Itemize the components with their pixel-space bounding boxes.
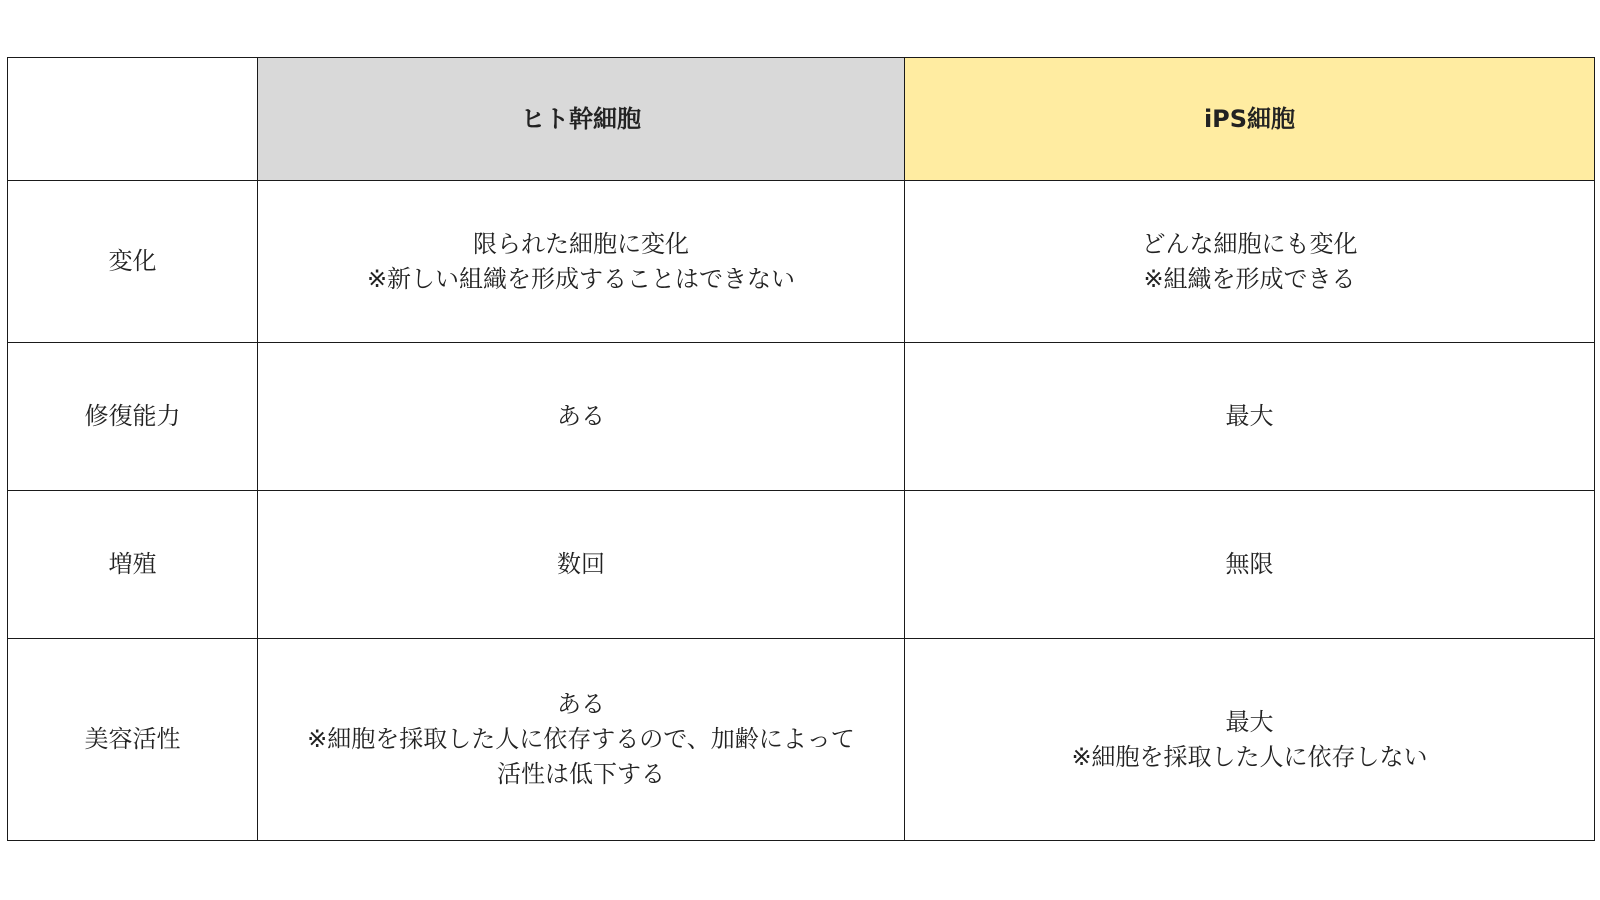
cell-line: 最大 xyxy=(1225,707,1274,736)
comparison-table xyxy=(7,57,1595,841)
cell-human-change xyxy=(258,181,905,343)
cell-line: 無限 xyxy=(1225,550,1274,578)
cell-human-repair xyxy=(258,343,905,491)
cell-line: ※新しい組織を形成することはできない xyxy=(366,264,796,293)
cell-ips-repair xyxy=(905,343,1595,491)
row-label-repair: 修復能力 xyxy=(8,343,258,491)
cell-line: ※細胞を採取した人に依存しない xyxy=(1071,742,1428,771)
cell-line: ※組織を形成できる xyxy=(1143,264,1356,293)
header-human-stem-cell: ヒト幹細胞 xyxy=(258,58,905,181)
cell-human-beauty-activity xyxy=(258,639,905,841)
header-row xyxy=(8,58,1595,181)
cell-line: 数回 xyxy=(557,550,605,578)
cell-line: ある xyxy=(557,402,605,430)
cell-ips-change xyxy=(905,181,1595,343)
cell-line: 最大 xyxy=(1225,402,1274,430)
cell-ips-proliferation xyxy=(905,491,1595,639)
cell-line: 限られた細胞に変化 xyxy=(473,229,689,258)
cell-line: どんな細胞にも変化 xyxy=(1141,229,1358,258)
header-ips-cell: iPS細胞 xyxy=(905,58,1595,181)
cell-ips-beauty-activity xyxy=(905,639,1595,841)
row-label-beauty-activity: 美容活性 xyxy=(8,639,258,841)
table-row xyxy=(8,491,1595,639)
cell-line: ※細胞を採取した人に依存するので、加齢によって xyxy=(307,725,855,753)
cell-human-proliferation xyxy=(258,491,905,639)
table-row xyxy=(8,343,1595,491)
cell-line: 活性は低下する xyxy=(497,760,665,788)
table-row xyxy=(8,181,1595,343)
header-blank-cell xyxy=(8,58,258,181)
table-row xyxy=(8,639,1595,841)
cell-line: ある xyxy=(557,690,605,718)
row-label-proliferation: 増殖 xyxy=(8,491,258,639)
row-label-change: 変化 xyxy=(8,181,258,343)
